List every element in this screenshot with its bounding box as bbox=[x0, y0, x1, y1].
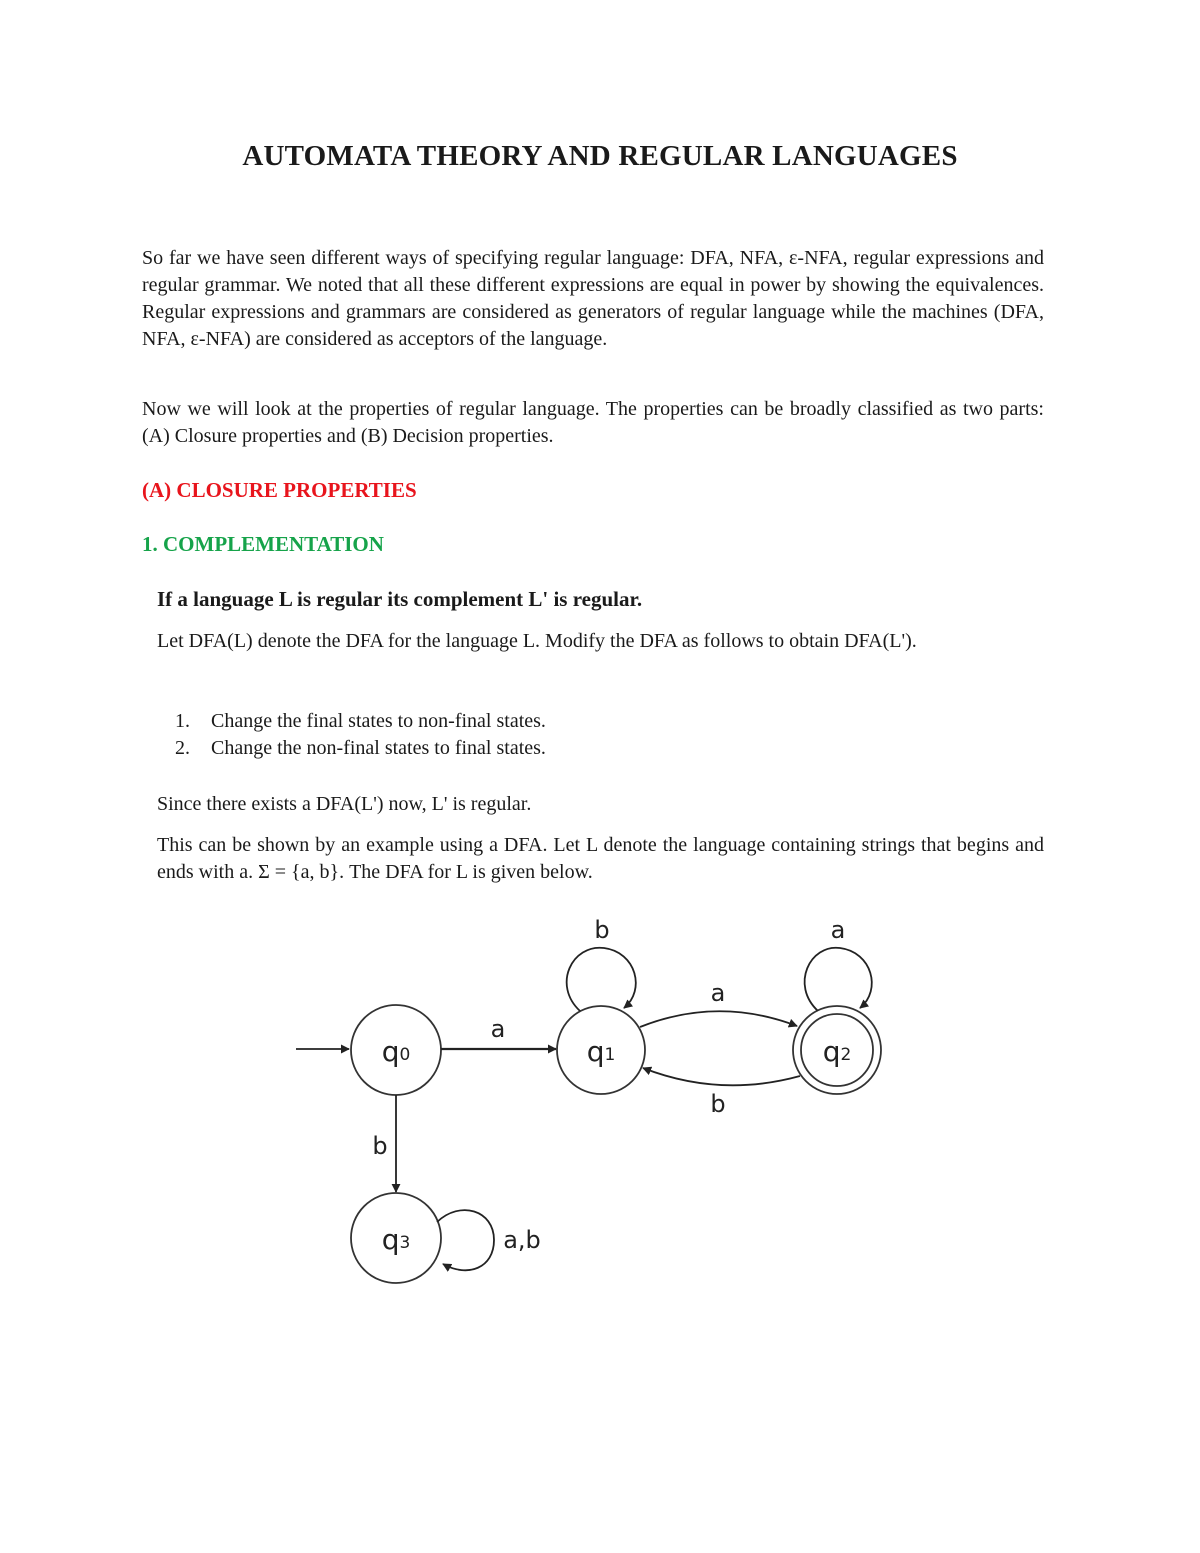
theorem-statement: If a language L is regular its complement L' is regular. bbox=[157, 587, 643, 611]
transition-label: b bbox=[594, 916, 610, 944]
transition-label: a bbox=[830, 916, 846, 944]
step-number: 1. bbox=[175, 710, 190, 732]
example-paragraph: This can be shown by an example using a DFA. Let L denote the language containing strings that begins and ends with a. Σ = {a, b}. The DFA for L is given below. bbox=[157, 834, 1044, 883]
subsection-heading: 1. COMPLEMENTATION bbox=[142, 532, 384, 556]
state-label: q3 bbox=[381, 1223, 411, 1256]
transition-q1-q2 bbox=[640, 1011, 797, 1027]
state-q2-final bbox=[793, 1006, 881, 1094]
transition-q2-self bbox=[805, 948, 872, 1011]
state-q1 bbox=[557, 1006, 645, 1094]
step-number: 2. bbox=[175, 737, 190, 759]
transition-q2-q1 bbox=[643, 1068, 800, 1085]
step-text: Change the non-final states to final states. bbox=[211, 737, 546, 759]
state-label: q0 bbox=[381, 1035, 411, 1068]
construction-intro: Let DFA(L) denote the DFA for the language L. Modify the DFA as follows to obtain DFA(L'). bbox=[157, 630, 917, 652]
intro-paragraph: So far we have seen different ways of specifying regular language: DFA, NFA, ε-NFA, regular expressions and regular grammar. We noted that all these different expressions are equal in power by showing the equivalences. Regular expressions and grammars are considered as generators of regular language while the machines (DFA, NFA, ε-NFA) are considered as acceptors of the language. bbox=[142, 247, 1044, 350]
properties-paragraph: Now we will look at the properties of regular language. The properties can be broadly classified as two parts: (A) Closure properties and (B) Decision properties. bbox=[142, 398, 1044, 447]
transition-label: a bbox=[490, 1015, 506, 1043]
conclusion-paragraph: Since there exists a DFA(L') now, L' is regular. bbox=[157, 793, 532, 815]
transition-label: a bbox=[710, 979, 726, 1007]
transition-q1-self bbox=[567, 948, 636, 1011]
state-q3 bbox=[351, 1193, 441, 1283]
transition-q3-self bbox=[437, 1210, 494, 1270]
page-title: AUTOMATA THEORY AND REGULAR LANGUAGES bbox=[242, 140, 958, 172]
transition-label: b bbox=[372, 1132, 388, 1160]
state-label: q1 bbox=[586, 1035, 616, 1068]
state-q0 bbox=[351, 1005, 441, 1095]
transition-label: a,b bbox=[503, 1226, 541, 1254]
section-heading: (A) CLOSURE PROPERTIES bbox=[142, 478, 417, 502]
step-text: Change the final states to non-final states. bbox=[211, 710, 546, 732]
transition-label: b bbox=[710, 1090, 726, 1118]
state-label: q2 bbox=[822, 1035, 852, 1068]
